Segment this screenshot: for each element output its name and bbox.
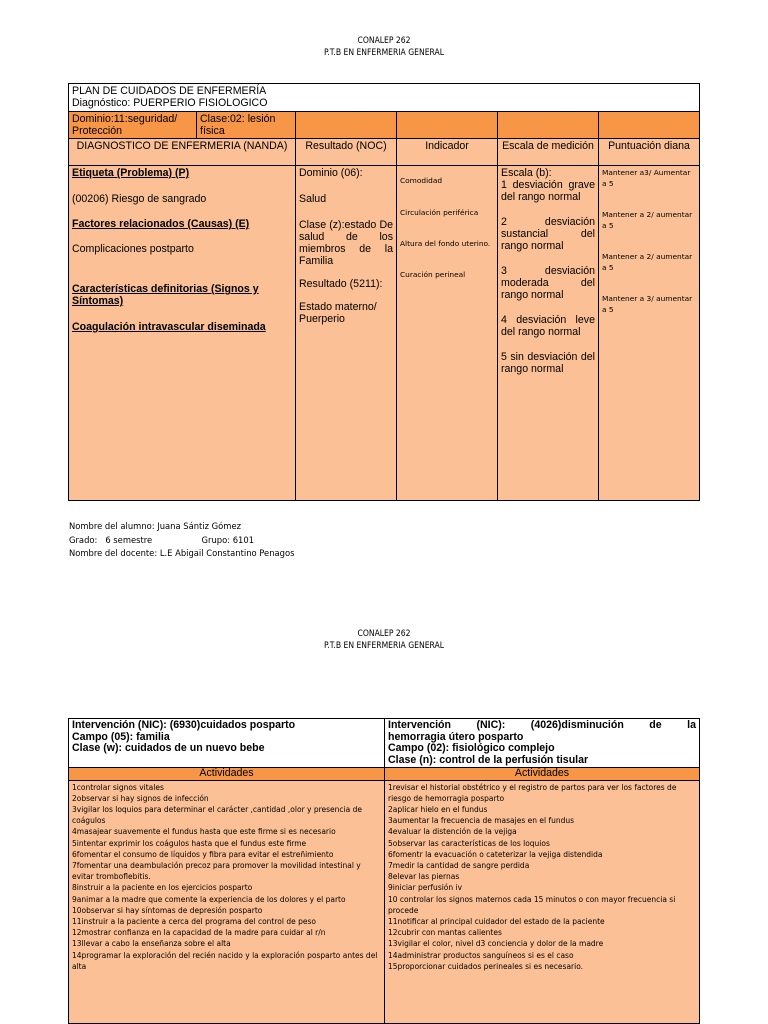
nanda-header: DIAGNOSTICO DE ENFERMERIA (NANDA) [69, 139, 296, 166]
noc-estado: Estado materno/ Puerperio [299, 301, 377, 325]
noc-resultado: Resultado (5211): [299, 278, 383, 290]
right-activities-list [385, 780, 700, 1023]
left-intervention-clase: Clase (w): cuidados de un nuevo bebe [72, 742, 265, 754]
indicador-cell [397, 166, 498, 501]
escala-item: 5 sin desviación del rango normal [501, 351, 595, 375]
empty-cell [498, 112, 599, 139]
list-item: 6fomentar el consumo de líquidos y fibra para evitar el estreñimiento [72, 849, 334, 859]
plan-title-cell [69, 84, 700, 112]
list-item: 1controlar signos vitales [72, 782, 164, 792]
clase-cell: Clase:02: lesión física [197, 112, 296, 139]
list-item: 7fomentar una deambulación precoz para promover la movilidad intestinal y evitar tromboflebitis. [72, 860, 361, 882]
escala-title: Escala (b): [501, 167, 552, 179]
list-item: 9iniciar perfusión iv [388, 883, 463, 893]
factores-text: Complicaciones postparto [72, 243, 194, 255]
indicador-item: Comodidad [400, 176, 443, 185]
plan-title: PLAN DE CUIDADOS DE ENFERMERÍA [72, 85, 267, 97]
indicador-item: Curación perineal [400, 270, 466, 279]
escala-cell [498, 166, 599, 501]
list-item: 13vigilar el color, nivel d3 conciencia y dolor de la madre [388, 939, 604, 949]
list-item: 9animar a la madre que comente la experiencia de los dolores y el parto [72, 894, 346, 904]
etiqueta-text: (00206) Riesgo de sangrado [72, 193, 207, 205]
list-item: 3aumentar la frecuencia de masajes en el fundus [388, 816, 575, 826]
puntuacion-cell [599, 166, 700, 501]
care-plan-table [68, 83, 700, 501]
factores-heading: Factores relacionados (Causas) (E) [72, 218, 250, 230]
left-intervention-title: Intervención (NIC): (6930)cuidados posparto [72, 719, 296, 731]
dominio-cell: Dominio:11:seguridad/ Protección [69, 112, 197, 139]
student-grade: Grado: 6 semestre [69, 534, 153, 545]
school-name: CONALEP 262 [357, 36, 411, 46]
indicador-header: Indicador [397, 139, 498, 166]
indicador-item: Circulación periférica [400, 208, 479, 217]
right-intervention-clase: Clase (n): control de la perfusión tisular [388, 753, 589, 766]
left-intervention-campo: Campo (05): familia [72, 730, 170, 743]
puntuacion-item: Mantener a 2/ aumentar a 5 [602, 252, 693, 272]
list-item: 14programar la exploración del recién nacido y la exploración posparto antes del alta [72, 950, 378, 971]
list-item: 7medir la cantidad de sangre perdida [388, 860, 530, 870]
right-intervention-title-l2: hemorragia útero posparto [388, 730, 524, 743]
list-item: 4masajear suavemente el fundus hasta que este firme si es necesario [72, 827, 336, 837]
empty-cell [599, 112, 700, 139]
list-item: 11notificar al principal cuidador del estado de la paciente [388, 916, 605, 926]
list-item: 2aplicar hielo en el fundus [388, 804, 488, 814]
plan-diagnosis: Diagnóstico: PUERPERIO FISIOLOGICO [72, 97, 268, 109]
noc-clase: Clase (z):estado De salud de los miembros de la Familia [299, 219, 393, 267]
puntuacion-header: Puntuación diana [599, 139, 700, 166]
list-item: 5observar las características de los loquios [388, 838, 550, 848]
page1-header [0, 35, 768, 59]
escala-item: 2 desviación sustancial del rango normal [501, 216, 595, 252]
puntuacion-item: Mantener a3/ Aumentar a 5 [602, 168, 691, 188]
right-intervention-campo: Campo (02): fisiológico complejo [388, 742, 555, 754]
page2-header [0, 628, 768, 652]
student-name: Nombre del alumno: Juana Sántiz Gómez [69, 521, 241, 531]
puntuacion-item: Mantener a 2/ aumentar a 5 [602, 210, 693, 230]
right-intervention-header [385, 719, 700, 768]
student-group: Grupo: 6101 [201, 534, 255, 545]
list-item: 13llevar a cabo la enseñanza sobre el alta [72, 939, 231, 949]
etiqueta-heading: Etiqueta (Problema) (P) [72, 167, 190, 179]
interventions-table [68, 718, 700, 1024]
escala-item: 4 desviación leve del rango normal [501, 314, 595, 338]
program-name: P.T.B EN ENFERMERIA GENERAL [324, 641, 444, 651]
list-item: 4evaluar la distención de la vejiga [388, 827, 517, 837]
signos-text: Coagulación intravascular diseminada [72, 321, 266, 333]
student-info [69, 520, 294, 561]
escala-item: 3 desviación moderada del rango normal [501, 265, 595, 301]
right-activities-label: Actividades [385, 768, 700, 781]
list-item: 10observar si hay síntomas de depresión posparto [72, 905, 263, 915]
left-activities-list [69, 780, 385, 1023]
program-name: P.T.B EN ENFERMERIA GENERAL [324, 48, 444, 58]
nanda-cell [69, 166, 296, 501]
list-item: 8elevar las piernas [388, 872, 460, 882]
list-item: 5intentar exprimir los coágulos hasta que el fundus este firme [72, 838, 307, 848]
list-item: 2observar si hay signos de infección [72, 793, 209, 803]
right-intervention-title-l1: Intervención (NIC): (4026)disminución de la [388, 719, 696, 731]
caracteristicas-heading: Características definitorias (Signos y Síntomas) [72, 283, 259, 307]
empty-cell [296, 112, 397, 139]
list-item: 10 controlar los signos maternos cada 15 minutos o con mayor frecuencia si procede [388, 894, 676, 915]
teacher-name: Nombre del docente: L.E Abigail Constantino Penagos [69, 548, 295, 558]
list-item: 3vigilar los loquios para determinar el carácter ,cantidad ,olor y presencia de coágulos [72, 804, 362, 826]
puntuacion-item: Mantener a 3/ aumentar a 5 [602, 294, 693, 314]
grade-group-line [69, 534, 294, 548]
list-item: 14administrar productos sanguíneos si es el caso [388, 950, 574, 960]
list-item: 8instruir a la paciente en los ejercicios posparto [72, 883, 253, 893]
noc-dominio: Dominio (06): [299, 167, 363, 179]
noc-salud: Salud [299, 193, 327, 205]
list-item: 6fomentr la evacuación o cateterizar la vejiga distendida [388, 849, 603, 859]
noc-cell [296, 166, 397, 501]
list-item: 1revisar el historial obstétrico y el registro de partos para ver los factores de riesgo de hemorragia posparto [388, 782, 677, 803]
indicador-item: Altura del fondo uterino. [400, 239, 491, 248]
list-item: 11instruir a la paciente a cerca del programa del control de peso [72, 916, 316, 926]
noc-header: Resultado (NOC) [296, 139, 397, 166]
left-activities-label: Actividades [69, 768, 385, 781]
left-intervention-header [69, 719, 385, 768]
list-item: 12mostrar confianza en la capacidad de la madre para cuidar al r/n [72, 928, 326, 938]
school-name: CONALEP 262 [357, 629, 411, 639]
empty-cell [397, 112, 498, 139]
list-item: 15proporcionar cuidados perineales si es necesario. [388, 961, 584, 971]
escala-header: Escala de medición [498, 139, 599, 166]
escala-item: 1 desviación grave del rango normal [501, 179, 595, 203]
list-item: 12cubrir con mantas calientes [388, 928, 502, 938]
